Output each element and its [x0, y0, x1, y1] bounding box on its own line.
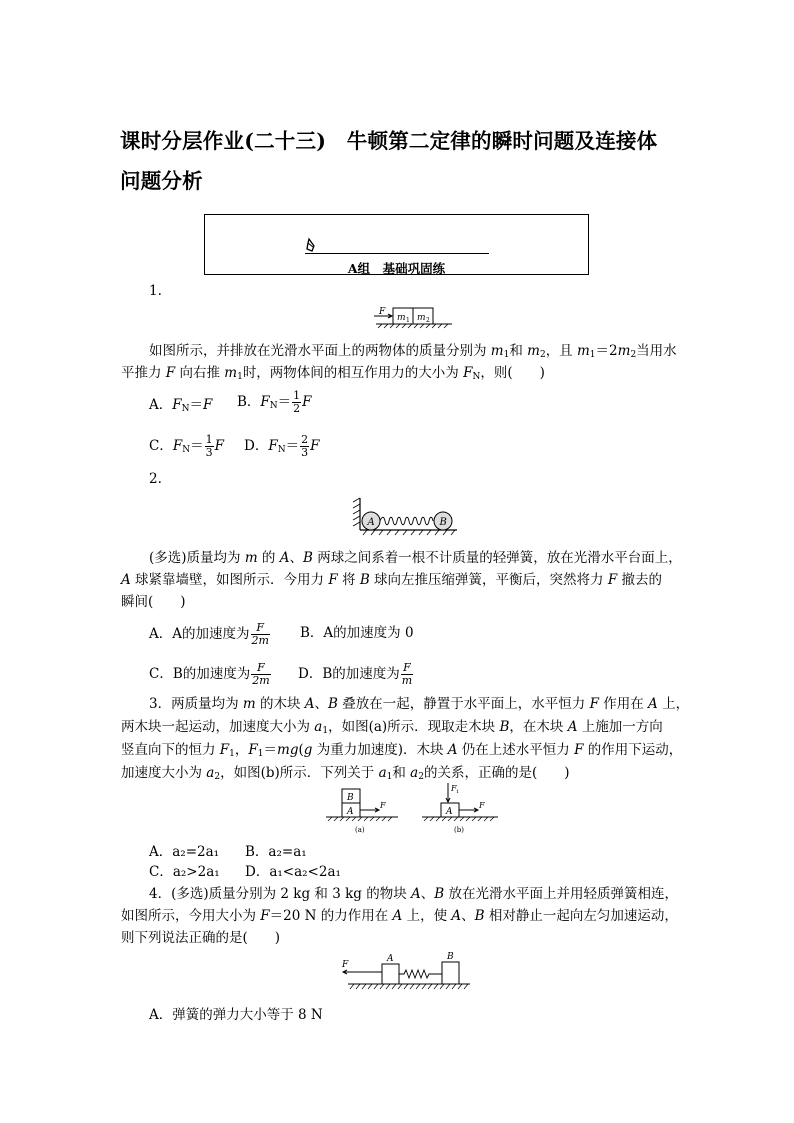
q3-stem-line3: 竖直向下的恒力 $F_1$，$F_1=mg(g$ 为重力加速度)．木块 A 仍在上述水平恒力 F 的作用下运动， [121, 742, 683, 759]
q2-stem-line3: 瞬间( ) [121, 594, 186, 610]
q4-spring [399, 970, 442, 978]
q2-option-a[interactable]: A．A的加速度为 $\frac{F}{2m}$ [149, 621, 269, 647]
q1-fig-m2: m [417, 313, 426, 323]
q3b-label-f1-sub: 1 [456, 789, 460, 795]
q3b-label-f1: F [451, 784, 457, 793]
q2-fig-a-label: A [367, 517, 375, 528]
q3b-label-a: A [446, 807, 453, 817]
q4-label-b: B [447, 952, 454, 962]
q3a-label-f: F [380, 801, 386, 810]
q1-option-b[interactable]: B．$F_N=$ $\frac{1}{2}$ F [237, 389, 312, 415]
q1-frac-third: $\frac{1}{3}$ [205, 433, 213, 459]
q3b-label-f: F [479, 801, 485, 810]
q2-spring [380, 517, 433, 525]
q1-fig-m1-sub: 1 [406, 317, 410, 324]
q3-figure-b [420, 781, 500, 835]
q2-option-d[interactable]: D．B的加速度为 $\frac{F}{m}$ [298, 661, 413, 687]
q1-fig-m2-sub: 2 [426, 317, 430, 324]
q3b-caption: (b) [454, 826, 464, 834]
q3-stem-line4: 加速度大小为 $a_2$，如图(b)所示．下列关于 $a_1$和 $a_2$的关系，正确的是( ) [121, 765, 570, 782]
q2-figure [349, 494, 463, 536]
q1-frac-two-thirds: $\frac{2}{3}$ [301, 433, 309, 459]
q2-option-b[interactable]: B．A的加速度为 0 [300, 625, 414, 641]
section-label: A组 基础巩固练 [347, 261, 446, 276]
banner-divider [305, 253, 489, 254]
q4-stem-line1: 4．(多选)质量分别为 2 kg 和 3 kg 的物块 A、B 放在光滑水平面上并用轻质弹簧相连， [149, 886, 678, 902]
q1-option-c[interactable]: C．$F_N=$ $\frac{1}{3}$ F [149, 433, 224, 459]
q3a-caption: (a) [355, 826, 365, 834]
q2-fig-b-label: B [439, 517, 447, 528]
q3-stem-line2: 两木块一起运动，加速度大小为 $a_1$，如图(a)所示．现取走木块 B，在木块 A 上施加一方向 [121, 719, 663, 736]
q3a-label-a: A [347, 807, 354, 817]
q1-figure [366, 305, 456, 329]
q4-stem-line2: 如图所示，今用大小为 F＝20 N 的力作用在 A 上，使 A、B 相对静止一起向左匀加速运动， [121, 908, 678, 924]
q4-figure [338, 952, 474, 992]
q4-label-f: F [342, 960, 349, 970]
q4-option-a[interactable]: A．弹簧的弹力大小等于 8 N [149, 1007, 323, 1023]
q1-option-d[interactable]: D．$F_N=$ $\frac{2}{3}$ F [244, 433, 320, 459]
q1-frac-half: $\frac{1}{2}$ [293, 389, 301, 415]
q1-fig-force-label: F [379, 307, 386, 317]
section-banner [204, 214, 589, 275]
q4-stem-line3: 则下列说法正确的是( ) [121, 930, 281, 946]
q3-option-d[interactable]: D．a₁<a₂<2a₁ [245, 864, 341, 880]
q2-stem-line2: A 球紧靠墙壁，如图所示．今用力 F 将 B 球向左推压缩弹簧，平衡后，突然将力 F 撤去的 [121, 572, 662, 588]
q3-option-a[interactable]: A．a₂=2a₁ [149, 844, 220, 860]
q4-block-b [442, 962, 459, 984]
q3-figure-a [324, 787, 400, 835]
q4-label-a: A [387, 954, 394, 964]
page-title-continued: 问题分析 [120, 169, 203, 193]
q1-number: 1. [149, 283, 162, 299]
q1-fig-m1: m [397, 313, 406, 323]
q2-stem-line1: (多选)质量均为 m 的 A、B 两球之间系着一根不计质量的轻弹簧，放在光滑水平台面上， [149, 550, 682, 566]
q3-stem-line1: 3．两质量均为 m 的木块 A、B 叠放在一起，静置于水平面上，水平恒力 F 作用在 A 上， [149, 696, 690, 712]
q1-option-a[interactable]: A．$F_N=F$ [149, 397, 213, 414]
q3a-label-b: B [347, 793, 354, 803]
q2-option-c[interactable]: C．B的加速度为 $\frac{F}{2m}$ [149, 661, 270, 687]
q2-frac-f-m: $\frac{F}{m}$ [401, 661, 413, 687]
q3-option-c[interactable]: C．a₂>2a₁ [149, 864, 220, 880]
page-title: 课时分层作业(二十三) 牛顿第二定律的瞬时问题及连接体 [120, 129, 658, 153]
q2-frac-f-2m-c: $\frac{F}{2m}$ [252, 661, 270, 687]
q3-option-b[interactable]: B．a₂=a₁ [245, 844, 307, 860]
q1-stem-line2: 平推力 F 向右推 $m_1$时，两物体间的相互作用力的大小为 $F_N$，则( ) [121, 365, 545, 382]
q2-number: 2. [149, 471, 162, 487]
q2-frac-f-2m: $\frac{F}{2m}$ [251, 621, 269, 647]
q1-stem-line1: 如图所示，并排放在光滑水平面上的两物体的质量分别为 $m_1$和 $m_2$，且 $m_1=2m_2$当用水 [149, 343, 677, 360]
q4-block-a [382, 964, 399, 984]
